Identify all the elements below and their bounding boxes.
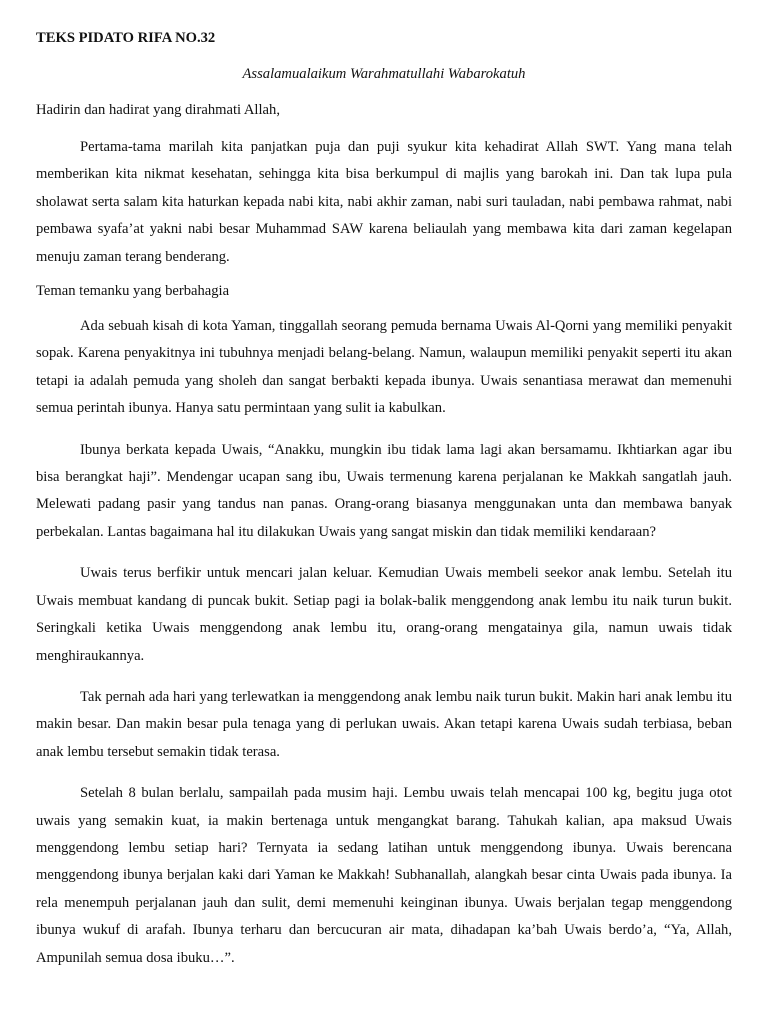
paragraph-story-intro: Ada sebuah kisah di kota Yaman, tinggallah seorang pemuda bernama Uwais Al-Qorni yang memiliki penyakit sopak. Karena penyakitnya ini tubuhnya menjadi belang-belang. Namun, walaupun memiliki penyakit seperti itu akan tetapi ia adalah pemuda yang sholeh dan sangat berbakti kepada ibunya. Uwais senantiasa merawat dan memenuhi semua perintah ibunya. Hanya satu permintaan yang sulit ia kabulkan.	[36, 318, 732, 417]
paragraph-opening-prayer: Pertama-tama marilah kita panjatkan puja dan puji syukur kita kehadirat Allah SWT. Yang mana telah memberikan kita nikmat kesehatan, sehingga kita bisa berkumpul di majlis yang barokah ini. Dan tak lupa pula sholawat serta salam kita haturkan kepada nabi kita, nabi akhir zaman, nabi suri tauladan, nabi pembawa rahmat, nabi pembawa syafa’at yakni nabi besar Muhammad SAW karena beliaulah yang membawa kita dari zaman kegelapan menuju zaman terang benderang.	[36, 139, 732, 265]
paragraph-daily-practice: Tak pernah ada hari yang terlewatkan ia menggendong anak lembu naik turun bukit. Makin hari anak lembu itu makin besar. Dan makin besar pula tenaga yang di perlukan uwais. Akan tetapi karena Uwais sudah terbiasa, beban anak lembu tersebut semakin tidak terasa.	[36, 688, 732, 760]
document-page	[36, 28, 732, 972]
audience-salutation: Hadirin dan hadirat yang dirahmati Allah,	[36, 102, 280, 118]
opening-greeting: Assalamualaikum Warahmatullahi Wabarokatuh	[242, 66, 526, 82]
document-title: TEKS PIDATO RIFA NO.32	[36, 30, 216, 46]
paragraph-hajj-journey: Setelah 8 bulan berlalu, sampailah pada musim haji. Lembu uwais telah mencapai 100 kg, begitu juga otot uwais yang semakin kuat, ia makin bertenaga untuk mengangkat barang. Tahukah kalian, apa maksud Uwais menggendong lembu setiap hari? Ternyata ia sedang latihan untuk menggendong ibunya. Uwais berencana menggendong ibunya berjalan kaki dari Yaman ke Makkah! Subhanallah, alangkah besar cinta Uwais pada ibunya. Ia rela menempuh perjalanan jauh dan sulit, demi memenuhi keinginan ibunya. Uwais berjalan tegap menggendong ibunya wukuf di arafah. Ibunya terharu dan bercucuran air mata, dihadapan ka’bah Uwais berdo’a, “Ya, Allah, Ampunilah semua dosa ibuku…”.	[36, 785, 732, 966]
paragraph-calf-training: Uwais terus berfikir untuk mencari jalan keluar. Kemudian Uwais membeli seekor anak lembu. Setelah itu Uwais membuat kandang di puncak bukit. Setiap pagi ia bolak-balik menggendong anak lembu itu naik turun bukit. Seringkali ketika Uwais menggendong anak lembu itu, orang-orang mengatainya gila, namun uwais tidak menghiraukannya.	[36, 565, 732, 664]
paragraph-mother-request: Ibunya berkata kepada Uwais, “Anakku, mungkin ibu tidak lama lagi akan bersamamu. Ikhtiarkan agar ibu bisa berangkat haji”. Mendengar ucapan sang ibu, Uwais termenung karena perjalanan ke Makkah sangatlah jauh. Melewati padang pasir yang tandus nan panas. Orang-orang biasanya menggunakan unta dan membawa banyak perbekalan. Lantas bagaimana hal itu dilakukan Uwais yang sangat miskin dan tidak memiliki kendaraan?	[36, 441, 732, 540]
friends-address: Teman temanku yang berbahagia	[36, 283, 230, 300]
